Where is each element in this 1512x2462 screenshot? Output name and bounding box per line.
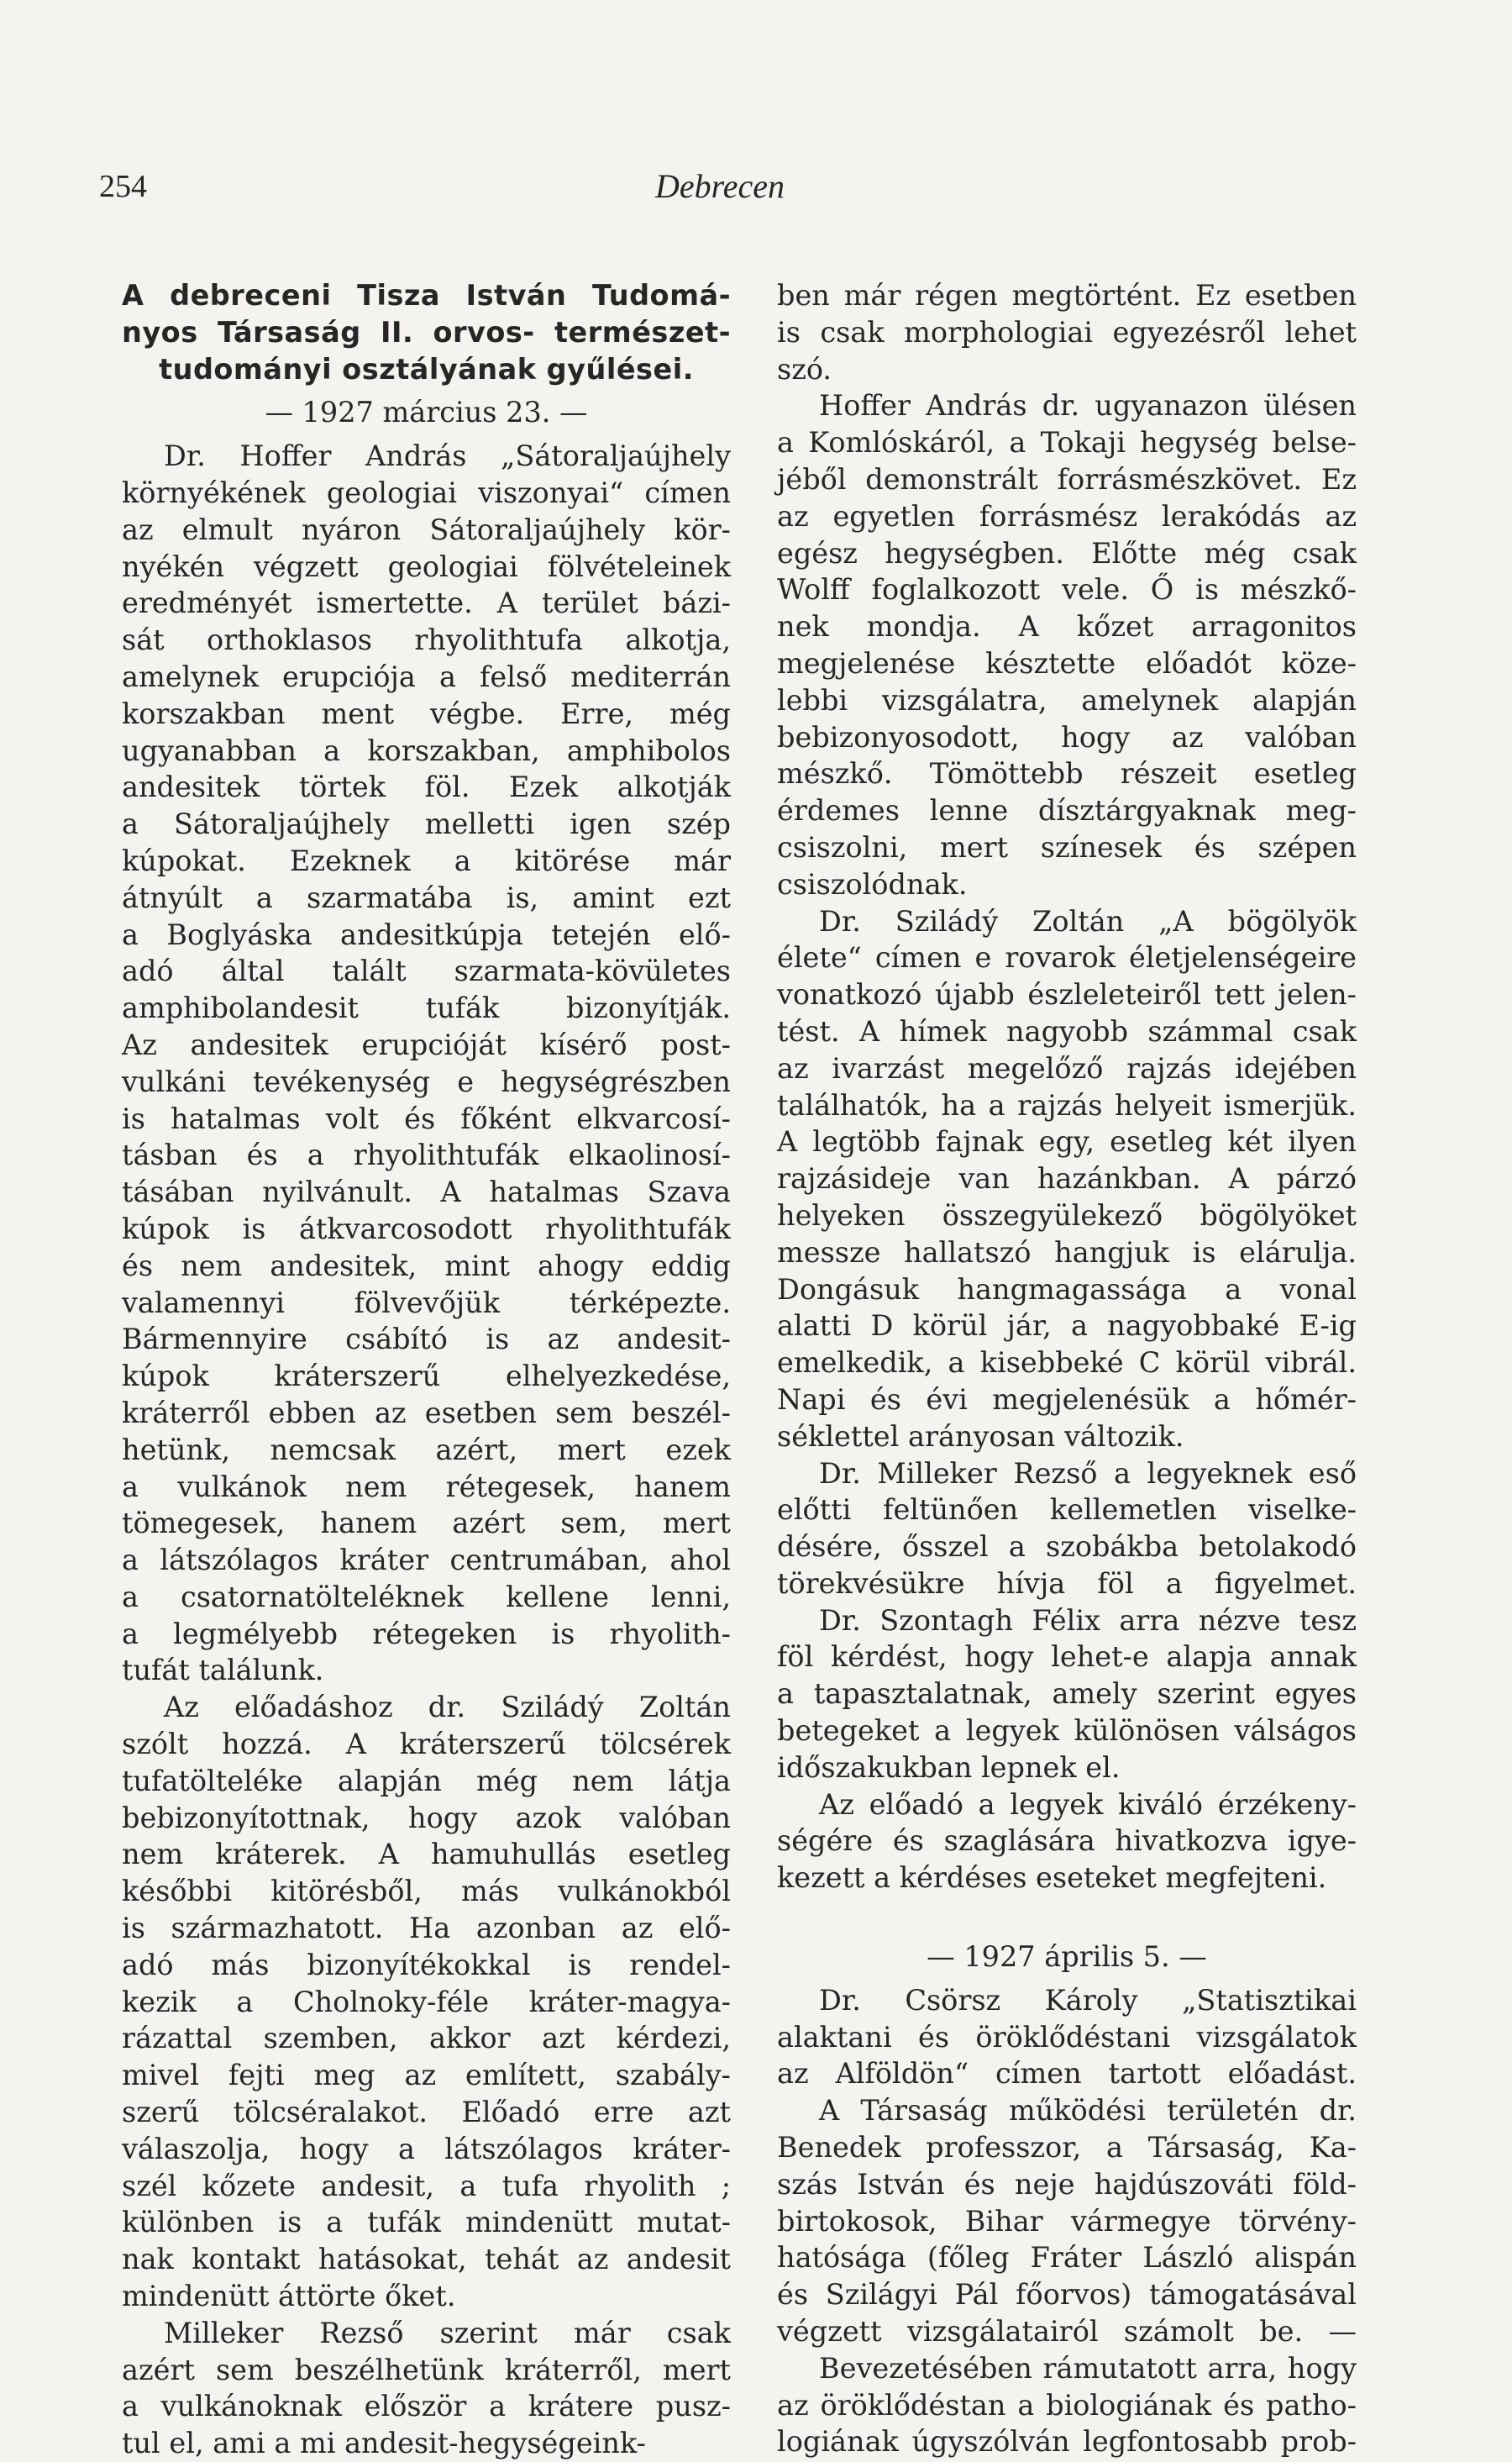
text-line: találhatók, ha a rajzás helyeit ismerjük. (777, 1088, 1357, 1122)
text-line: válaszolja, hogy a látszólagos kráter- (122, 2132, 731, 2165)
text-line: kezik a Cholnoky-féle kráter-magya- (122, 1985, 731, 2018)
text-line: Wolff foglalkozott vele. Ő is mészkő- (777, 573, 1357, 607)
text-line: a tapasztalatnak, amely szerint egyes (777, 1677, 1357, 1711)
text-line: a csatornatölteléknek kellene lenni, (122, 1580, 731, 1613)
text-line: séklettel arányosan változik. (777, 1419, 1184, 1453)
text-line: messze hallatszó hangjuk is elárulja. (777, 1235, 1357, 1269)
text-line: kúpokat. Ezeknek a kitörése már (122, 844, 731, 877)
heading-line: tudományi osztályának gyűlései. (159, 352, 694, 386)
text-line: jéből demonstrált forrásmészkövet. Ez (777, 462, 1357, 496)
text-line: kúpok kráterszerű elhelyezkedése, (122, 1360, 731, 1393)
text-line: mivel fejti meg az említett, szabály- (122, 2059, 731, 2092)
text-line: désére, ősszel a szobákba betolakodó (777, 1530, 1357, 1564)
text-line: Dongásuk hangmagassága a vonal (777, 1272, 1357, 1306)
text-line: a Komlóskáról, a Tokaji hegység belse- (777, 426, 1357, 460)
text-line: a Sátoraljaújhely melletti igen szép (122, 808, 731, 841)
text-line: szerű tölcséralakot. Előadó erre azt (122, 2096, 731, 2129)
text-line: is hatalmas volt és főként elkvarcosí- (122, 1102, 731, 1135)
text-line: egész hegységben. Előtte még csak (777, 536, 1357, 570)
text-line: mészkő. Tömöttebb részeit esetleg (777, 757, 1357, 791)
text-line: ugyanabban a korszakban, amphibolos (122, 734, 731, 767)
right-column (777, 277, 1357, 2460)
text-line: bebizonyítottnak, hogy azok valóban (122, 1801, 731, 1834)
text-line: adó más bizonyítékokkal is rendel- (122, 1948, 731, 1981)
text-line: alaktani és öröklődéstani vizsgálatok (777, 2020, 1357, 2054)
meeting-date: — 1927 március 23. — (265, 396, 588, 429)
text-line: bebizonyosodott, hogy az valóban (777, 720, 1357, 754)
text-line: logiának úgyszólván legfontosabb prob- (777, 2425, 1357, 2459)
text-line: emelkedik, a kisebbeké C körül vibrál. (777, 1346, 1357, 1380)
text-line: Dr. Hoffer András „Sátoraljaújhely (164, 439, 731, 473)
text-line: hatósága (főleg Fráter László alispán (777, 2241, 1357, 2275)
text-line: Dr. Csörsz Károly „Statisztikai (819, 1983, 1357, 2017)
text-line: adó által talált szarmata-kövületes (122, 955, 731, 988)
text-line: nem kráterek. A hamuhullás esetleg (122, 1838, 731, 1871)
text-line: sát orthoklasos rhyolithtufa alkotja, (122, 623, 731, 657)
text-line: a látszólagos kráter centrumában, ahol (122, 1544, 731, 1577)
text-line: tufát találunk. (122, 1654, 324, 1687)
text-line: csiszolni, mert színesek és szépen (777, 830, 1357, 864)
text-line: érdemes lenne dísztárgyaknak meg- (777, 794, 1357, 828)
text-line: tásában nyilvánult. A hatalmas Szava (122, 1176, 731, 1209)
text-line: birtokosok, Bihar vármegye törvény- (777, 2204, 1357, 2238)
text-line: későbbi kitörésből, más vulkánokból (122, 1875, 731, 1908)
text-line: A legtöbb fajnak egy, esetleg két ilyen (777, 1125, 1357, 1159)
text-line: és Szilágyi Pál főorvos) támogatásával (777, 2278, 1357, 2312)
text-line: szó. (777, 352, 832, 386)
text-line: a vulkánoknak először a krátere pusz- (122, 2390, 731, 2423)
text-line: Dr. Sziládý Zoltán „A bögölyök (819, 904, 1357, 938)
text-line: alatti D körül jár, a nagyobbaké E-ig (777, 1309, 1357, 1343)
text-line: Milleker Rezső szerint már csak (164, 2316, 731, 2349)
text-line: Benedek professzor, a Társaság, Ka- (777, 2131, 1357, 2165)
text-line: tömegesek, hanem azért sem, mert (122, 1507, 731, 1540)
text-line: időszakukban lepnek el. (777, 1750, 1121, 1784)
text-line: csiszolódnak. (777, 867, 968, 901)
text-line: az öröklődéstan a biologiának és patho- (777, 2388, 1357, 2422)
heading-line: A debreceni Tisza István Tudomá- (122, 279, 731, 312)
text-line: föl kérdést, hogy lehet-e alapja annak (777, 1640, 1357, 1674)
text-line: Hoffer András dr. ugyanazon ülésen (819, 389, 1357, 423)
text-line: és nem andesitek, mint ahogy eddig (122, 1249, 731, 1282)
text-line: is származhatott. Ha azonban az elő- (122, 1912, 731, 1945)
text-line: ségére és szaglására hivatkozva igye- (777, 1824, 1357, 1858)
text-line: Dr. Szontagh Félix arra nézve tesz (819, 1603, 1357, 1637)
text-line: Napi és évi megjelenésük a hőmér- (777, 1382, 1357, 1416)
text-line: élete“ címen e rovarok életjelenségeire (777, 941, 1357, 975)
heading-line: nyos Társaság II. orvos- természet- (122, 315, 731, 349)
text-line: amphibolandesit tufák bizonyítják. (122, 992, 731, 1025)
text-line: helyeken összegyülekező bögölyöket (777, 1198, 1357, 1232)
text-line: tufatölteléke alapján még nem látja (122, 1764, 731, 1797)
text-line: megjelenése késztette előadót köze- (777, 646, 1357, 680)
text-line: az ivarzást megelőző rajzás idejében (777, 1051, 1357, 1085)
text-line: Bevezetésében rámutatott arra, hogy (819, 2351, 1357, 2385)
right-text-2 (777, 1982, 1357, 2460)
running-head: Debrecen (655, 167, 785, 205)
text-line: a Boglyáska andesitkúpja tetején elő- (122, 918, 731, 951)
text-line: is csak morphologiai egyezésről lehet (777, 315, 1357, 349)
text-line: nek mondja. A kőzet arragonitos (777, 610, 1357, 644)
page-number: 254 (99, 169, 147, 204)
text-line: különben is a tufák mindenütt mutat- (122, 2206, 731, 2239)
text-line: eredményét ismertette. A terület bázi- (122, 587, 731, 620)
text-line: a vulkánok nem rétegesek, hanem (122, 1470, 731, 1503)
text-line: átnyúlt a szarmatába is, amint ezt (122, 881, 731, 914)
text-line: előtti feltünően kellemetlen viselke- (777, 1493, 1357, 1527)
text-line: hetünk, nemcsak azért, mert ezek (122, 1433, 731, 1466)
text-line: az Alföldön“ címen tartott előadást. (777, 2057, 1357, 2091)
text-line: Dr. Milleker Rezső a legyeknek eső (819, 1456, 1357, 1490)
section-heading (122, 277, 731, 387)
left-column (122, 277, 731, 2462)
text-line: szás István és neje hajdúszováti föld- (777, 2167, 1357, 2201)
right-text (777, 277, 1357, 1896)
text-line: törekvésükre hívja föl a figyelmet. (777, 1566, 1357, 1600)
text-line: azért sem beszélhetünk kráterről, mert (122, 2353, 731, 2386)
text-line: tést. A hímek nagyobb számmal csak (777, 1014, 1357, 1048)
text-line: mindenütt áttörte őket. (122, 2280, 456, 2313)
text-line: kráterről ebben az esetben sem beszél- (122, 1396, 731, 1429)
text-line: környékének geologiai viszonyai“ címen (122, 476, 731, 509)
text-line: a legmélyebb rétegeken is rhyolith- (122, 1617, 731, 1650)
text-line: kezett a kérdéses eseteket megfejteni. (777, 1861, 1327, 1895)
text-line: tul el, ami a mi andesit-hegységeink- (122, 2427, 646, 2460)
text-line: amelynek erupciója a felső mediterrán (122, 660, 731, 693)
text-line: az egyetlen forrásmész lerakódás az (777, 499, 1357, 533)
text-line: valamennyi fölvevőjük térképezte. (122, 1286, 731, 1319)
text-line: nyékén végzett geologiai fölvételeinek (122, 550, 731, 583)
text-line: Az előadáshoz dr. Sziládý Zoltán (164, 1691, 731, 1724)
text-line: rajzásideje van hazánkban. A párzó (777, 1162, 1357, 1196)
text-line: betegeket a legyek különösen válságos (777, 1714, 1357, 1748)
text-line: andesitek törtek föl. Ezek alkotják (122, 771, 731, 804)
text-line: lebbi vizsgálatra, amelynek alapján (777, 683, 1357, 717)
meeting-date: — 1927 április 5. — (927, 1940, 1207, 1974)
text-line: nak kontakt hatásokat, tehát az andesit (122, 2243, 731, 2276)
left-text (122, 438, 731, 2462)
text-line: Az andesitek erupcióját kísérő post- (122, 1028, 731, 1061)
text-line: Bármennyire csábító is az andesit- (122, 1323, 731, 1356)
text-line: szólt hozzá. A kráterszerű tölcsérek (122, 1728, 731, 1761)
text-line: szél kőzete andesit, a tufa rhyolith ; (122, 2169, 731, 2202)
text-line: vonatkozó újabb észleleteiről tett jelen- (777, 978, 1357, 1012)
text-line: vulkáni tevékenység e hegységrészben (122, 1065, 731, 1098)
text-line: korszakban ment végbe. Erre, még (122, 697, 731, 730)
text-line: rázattal szemben, akkor azt kérdezi, (122, 2022, 731, 2055)
text-line: kúpok is átkvarcosodott rhyolithtufák (122, 1212, 731, 1245)
text-line: végzett vizsgálatairól számolt be. — (777, 2315, 1357, 2349)
text-line: tásban és a rhyolithtufák elkaolinosí- (122, 1139, 731, 1172)
text-line: A Társaság működési területén dr. (819, 2094, 1357, 2128)
text-line: ben már régen megtörtént. Ez esetben (777, 279, 1357, 312)
text-line: az elmult nyáron Sátoraljaújhely kör- (122, 513, 731, 546)
text-line: Az előadó a legyek kiváló érzékeny- (819, 1787, 1357, 1821)
